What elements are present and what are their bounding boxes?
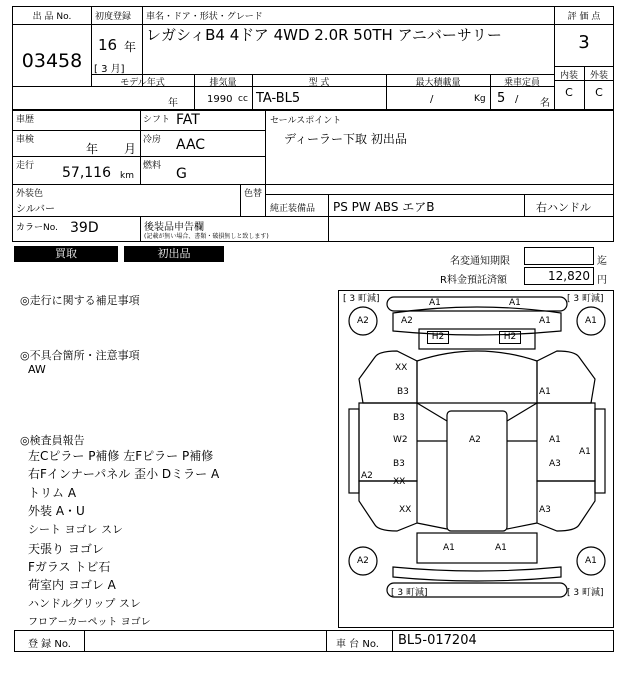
inspection-label: 車検 — [16, 135, 35, 145]
seats-value: 5 — [497, 91, 506, 106]
color-label: 外装色 — [16, 189, 44, 199]
interior-label: 内装 — [559, 71, 578, 81]
aircon-label: 冷房 — [143, 135, 162, 145]
mark-hood-right: A1 — [539, 316, 551, 326]
aircon-value: AAC — [176, 137, 206, 153]
inspector-line-9: ハンドルグリップ スレ — [28, 597, 141, 610]
first-reg-month: [ 3 月] — [94, 64, 125, 75]
registration-label: 登 録 No. — [28, 639, 71, 650]
inspector-line-2: 右Fインナーパネル 歪小 Dミラー A — [28, 467, 220, 481]
handle-value: 右ハンドル — [536, 201, 591, 214]
mark-a1-front-right-door: A1 — [549, 435, 561, 445]
first-listing-badge: 初出品 — [124, 246, 224, 262]
transfer-deadline-label: 名変通知期限 — [450, 256, 510, 267]
first-reg-label: 初度登録 — [95, 12, 132, 22]
exterior-grade: C — [595, 86, 603, 99]
inspector-line-4: 外装 A・U — [28, 504, 85, 518]
driving-notes-title: ◎走行に関する補足事項 — [20, 294, 140, 307]
mark-a1-front-right: A1 — [539, 387, 551, 397]
mark-xx-rear-left-door: XX — [393, 477, 406, 487]
aftermarket-label: 後装品申告欄 — [144, 222, 204, 233]
mark-tire-rear-left: A2 — [357, 556, 369, 566]
model-year-unit: 年 — [168, 98, 178, 109]
color-no-value: 39D — [70, 220, 99, 236]
mark-h2-left: H2 — [427, 331, 449, 344]
mark-front-bumper-left: A1 — [429, 298, 441, 308]
capacity-sep: / — [430, 94, 434, 105]
inspection-month: 月 — [124, 142, 137, 156]
inspector-line-3: トリム A — [28, 486, 77, 500]
mark-xx-front-left: XX — [395, 363, 408, 373]
color-no-label: カラーNo. — [16, 223, 58, 233]
model-type: TA-BL5 — [256, 91, 301, 106]
footer-table — [14, 630, 614, 652]
mark-b3-front-left: B3 — [397, 387, 409, 397]
capacity-unit: Kg — [474, 94, 486, 104]
seats-label: 乗車定員 — [503, 78, 540, 88]
mileage-unit: km — [120, 171, 134, 181]
car-name: レガシィB4 4ドア 4WD 2.0R 50TH アニバーサリー — [146, 26, 502, 44]
history-label: 車歴 — [16, 115, 35, 125]
year-unit: 年 — [124, 40, 137, 54]
inspector-line-6: 天張り ヨゴレ — [28, 542, 104, 556]
mark-a1-right-side: A1 — [579, 447, 591, 457]
model-year-label: モデル年式 — [120, 78, 165, 88]
mileage-value: 57,116 — [62, 165, 111, 181]
car-outline-drawing — [339, 291, 615, 629]
mark-tire-rear-right: A1 — [585, 556, 597, 566]
equipment-value: PS PW ABS エアB — [333, 200, 435, 214]
mark-a3-rear-right: A3 — [539, 505, 551, 515]
diagram-br-note: [ 3 町減] — [567, 588, 604, 598]
mileage-label: 走行 — [16, 161, 35, 171]
interior-grade: C — [565, 86, 573, 99]
mark-a3-rear-right-door: A3 — [549, 459, 561, 469]
diagram-bl-note: [ 3 町減] — [391, 588, 428, 598]
fuel-label: 燃料 — [143, 161, 162, 171]
diagram-tl-note: [ 3 町減] — [343, 294, 380, 304]
inspector-report-title: ◎検査員報告 — [20, 434, 85, 447]
defect-notes-value: AW — [28, 363, 46, 376]
type-label: 型 式 — [308, 78, 330, 88]
shift-label: シフト — [143, 115, 171, 125]
mark-rear-left: A1 — [443, 543, 455, 553]
diagram-tr-note: [ 3 町減] — [567, 294, 604, 304]
displacement-label: 排気量 — [209, 78, 237, 88]
chassis-label: 車 台 No. — [336, 639, 379, 650]
buy-badge: 買取 — [14, 246, 118, 262]
mark-tire-front-right: A1 — [585, 316, 597, 326]
seats-sep: / — [515, 94, 519, 105]
mark-tire-front-left: A2 — [357, 316, 369, 326]
transfer-deadline-box — [524, 247, 594, 265]
shift-value: FAT — [176, 112, 200, 128]
sales-point-label: セールスポイント — [270, 116, 342, 126]
equipment-label: 純正装備品 — [270, 204, 316, 214]
mark-roof: A2 — [469, 435, 481, 445]
mark-xx-rear-left: XX — [399, 505, 412, 515]
displacement-value: 1990 — [207, 94, 233, 105]
mark-a2-left-side: A2 — [361, 471, 373, 481]
mark-b3-rear-left-door: B3 — [393, 459, 405, 469]
transfer-unit: 迄 — [597, 256, 607, 267]
car-diagram — [338, 290, 614, 628]
first-reg-year: 16 — [98, 36, 118, 54]
mark-w2: W2 — [393, 435, 408, 445]
lot-label: 出 品 No. — [32, 12, 72, 22]
displacement-unit: cc — [238, 94, 248, 104]
recycle-fee-value: 12,820 — [548, 269, 590, 283]
aftermarket-note: (記載が無い場合、書類・破損無しと致します) — [144, 233, 269, 240]
inspector-line-7: Fガラス トビ石 — [28, 560, 111, 574]
mark-h2-right: H2 — [499, 331, 521, 344]
defect-notes-title: ◎不具合箇所・注意事項 — [20, 349, 140, 362]
exterior-label: 外装 — [589, 71, 608, 81]
inspection-year: 年 — [86, 142, 99, 156]
grade-label: 評 価 点 — [567, 12, 601, 22]
mark-front-bumper-right: A1 — [509, 298, 521, 308]
capacity-label: 最大積載量 — [415, 78, 461, 88]
sales-point-text: ディーラー下取 初出品 — [284, 132, 407, 146]
mark-hood-left: A2 — [401, 316, 413, 326]
fuel-value: G — [176, 166, 187, 182]
mark-b3-front-left-door: B3 — [393, 413, 405, 423]
inspector-line-5: シート ヨゴレ スレ — [28, 523, 123, 536]
recycle-fee-label: R料金預託済額 — [440, 275, 507, 286]
inspector-line-10: フロアーカーペット ヨゴレ — [28, 617, 151, 628]
mark-rear-right: A1 — [495, 543, 507, 553]
lot-number: 03458 — [21, 50, 83, 72]
car-label: 車名・ドア・形状・グレード — [146, 12, 263, 22]
recycle-fee-unit: 円 — [597, 275, 607, 286]
chassis-number: BL5-017204 — [398, 633, 477, 648]
inspector-line-1: 左Cピラー P補修 左Fピラー P補修 — [28, 449, 214, 463]
repaint-label: 色替 — [244, 189, 263, 199]
grade-score: 3 — [578, 32, 590, 53]
inspector-line-8: 荷室内 ヨゴレ A — [28, 578, 116, 592]
color-value: シルバー — [16, 204, 56, 215]
seats-unit: 名 — [540, 98, 550, 109]
